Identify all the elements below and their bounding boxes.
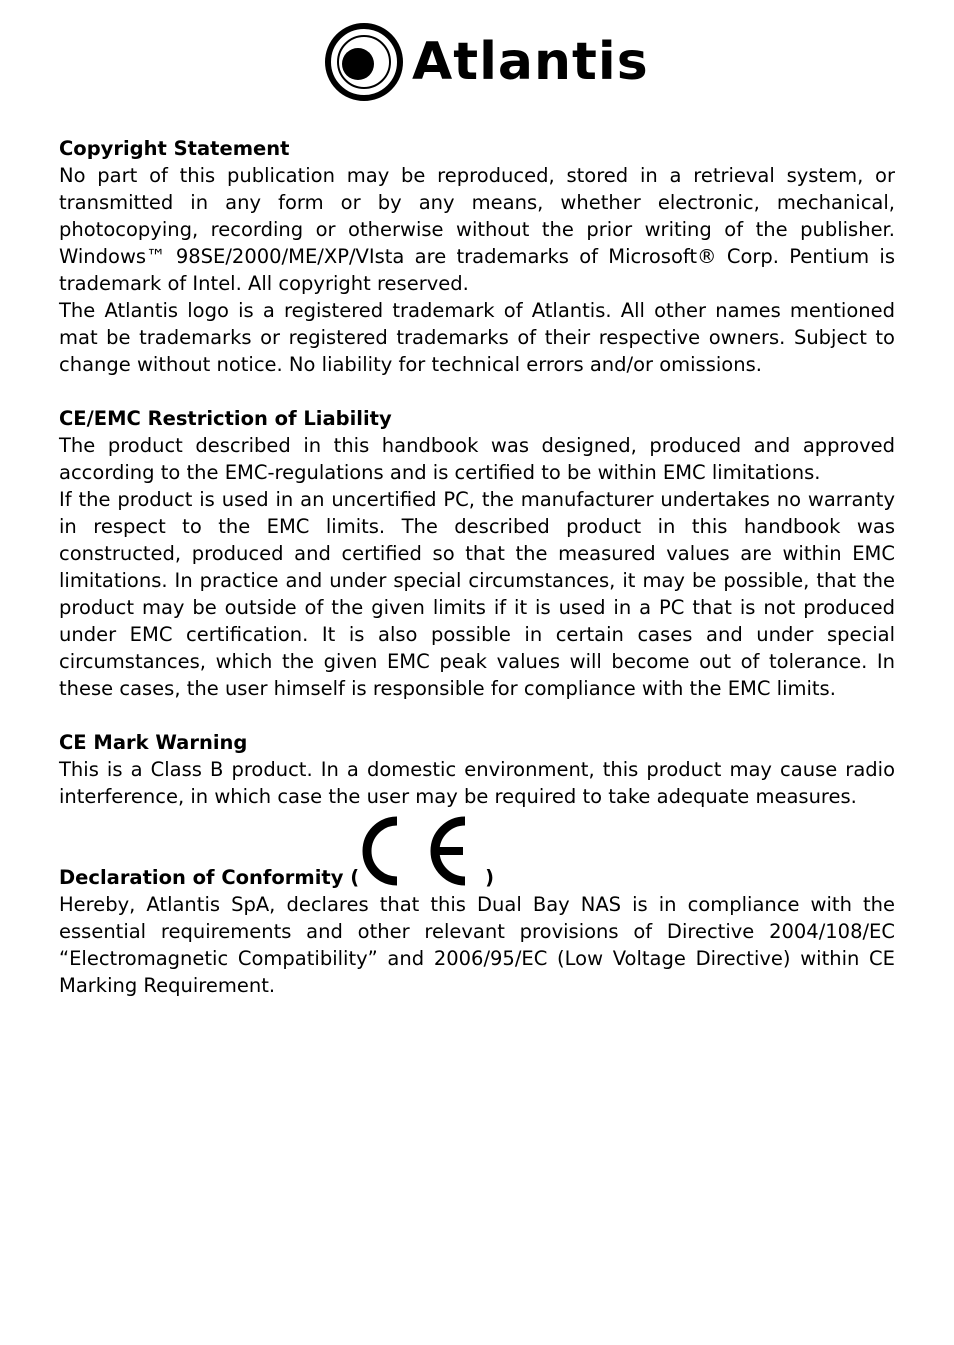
declaration-paragraph: Hereby, Atlantis SpA, declares that this Dual Bay NAS is in compliance with the essential requirements and other relevant provisions of Directive 2004/108/EC “Electromagnetic Compatibility” and 2006/95/EC (Low Voltage Directive) within CE Marking Requirement. [59, 893, 895, 997]
copyright-heading: Copyright Statement [59, 137, 290, 160]
declaration-heading-prefix: Declaration of Conformity ( [59, 866, 360, 889]
copyright-section [59, 135, 895, 378]
atlantis-logo [324, 22, 649, 102]
ce-emc-paragraph-1: The product described in this handbook was designed, produced and approved according to the EMC-regulations and is certified to be within EMC limitations. [59, 434, 895, 484]
declaration-heading [59, 837, 895, 891]
ce-emc-paragraph-2: If the product is used in an uncertified PC, the manufacturer undertakes no warranty in respect to the EMC limits. The described product in this handbook was constructed, produced and certified so that the measured values are within EMC limitations. In practice and under special circumstances, it may be possible, that the product may be outside of the given limits if it is used in a PC that is not produced under EMC certification. It is also possible in certain cases and under special circumstances, which the given EMC peak values will become out of tolerance. In these cases, the user himself is responsible for compliance with the EMC limits. [59, 488, 895, 700]
ce-mark-section [59, 729, 895, 810]
logo-wordmark: Atlantis [412, 32, 649, 92]
ce-mark-icon [361, 813, 483, 889]
copyright-paragraph-2: The Atlantis logo is a registered trademark of Atlantis. All other names mentioned mat be trademarks or registered trademarks of their respective owners. Subject to change without notice. No liability for technical errors and/or omissions. [59, 299, 895, 376]
ce-mark-heading: CE Mark Warning [59, 731, 248, 754]
document-body [59, 135, 895, 1026]
ce-mark-paragraph: This is a Class B product. In a domestic environment, this product may cause radio interference, in which case the user may be required to take adequate measures. [59, 758, 895, 808]
ce-emc-heading: CE/EMC Restriction of Liability [59, 407, 392, 430]
atlantis-logo-icon [324, 22, 404, 102]
declaration-heading-suffix: ) [485, 866, 495, 889]
ce-emc-section [59, 405, 895, 702]
declaration-section [59, 837, 895, 999]
copyright-paragraph-1: No part of this publication may be reproduced, stored in a retrieval system, or transmitted in any form or by any means, whether electronic, mechanical, photocopying, recording or otherwise without the prior writing of the publisher. Windows™ 98SE/2000/ME/XP/VIsta are trademarks of Microsoft® Corp. Pentium is trademark of Intel. All copyright reserved. [59, 164, 895, 295]
